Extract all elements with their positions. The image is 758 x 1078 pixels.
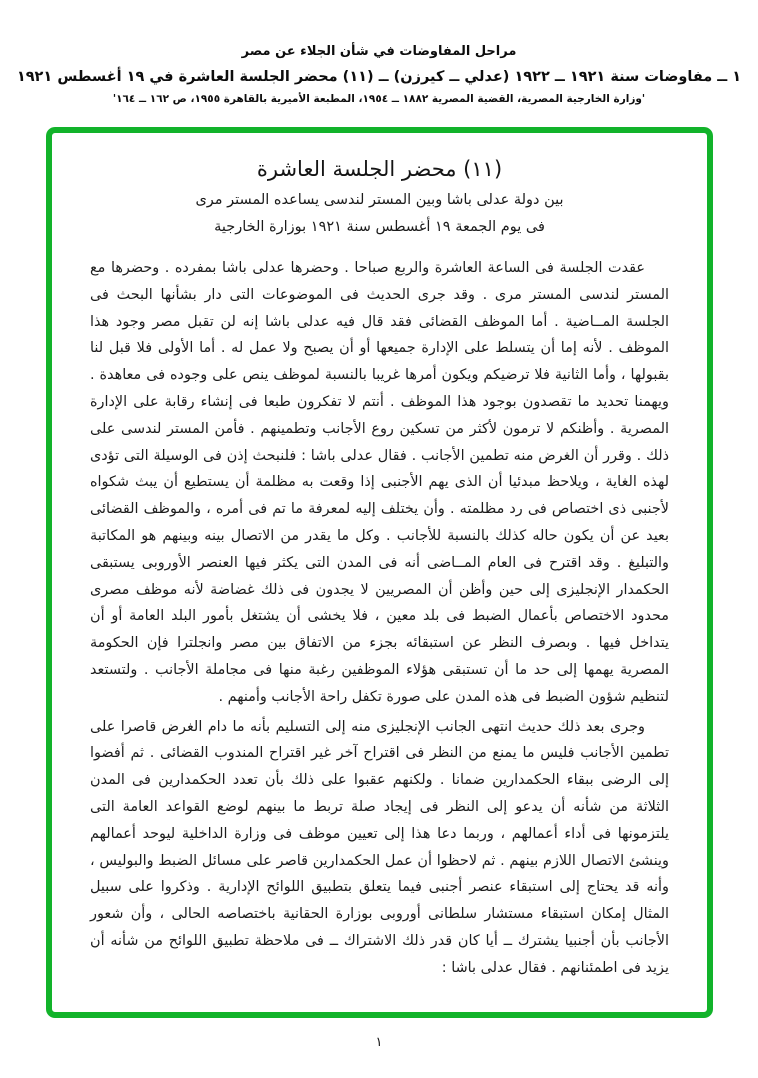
body-paragraph-1: عقدت الجلسة فى الساعة العاشرة والربع صباحا . وحضرها عدلى باشا بمفرده . وحضرها مع المستر لندسى المستر مرى . وقد جرى الحديث فى الموضوعات التى دار بشأنها البحث فى الجلسة المــاضية . أما الموظف القضائى فقد قال فيه عدلى باشا إنه لن تقبل مصر وجود هذا الموظف . لأنه إما أن يتسلط على الإدارة جميعها أو أن يصبح ولا عمل له . أما الأولى فلا قبل لنا بقبولها ، وأما الثانية فلا ترضيكم ويكون أمرها غريبا بالنسبة لموظف ينص على وجوده فى معاهدة . ويهمنا تحديد ما تقصدون بوجود هذا الموظف . أنتم لا تفكرون طبعا فى إنشاء رقابة على الإدارة المصرية . وأظنكم لا ترمون لأكثر من تسكين روع الأجانب وتطمينهم . فأمن المستر لندسى على ذلك . وقرر أن الغرض منه تطمين الأجانب . فقال عدلى باشا : فلنبحث إذن فى الوسيلة التى تؤدى لهذه الغاية ، ويلاحظ مبدئيا أن الذى يهم الأجنبى إذا وقعت به مظلمة أن يستطيع أن يبث شكواه لأجنبى ذى اختصاص فى رد مظلمته . وأن يختلف إليه لمعرفة ما تم فى أمره ، والموظف القضائى بعيد عن أن يكون حاله كذلك بالنسبة للأجانب . وكل ما يقدر من الاتصال بينه وبينهم هو المكاتبة والتبليغ . وقد اقترح فى العام المــاضى أنه فى المدن التى يكثر فيها العنصر الأوروبى يستبقى الحكمدار الإنجليزى إلى حين وأظن أن المصريين لا يجدون فى ذلك غضاضة لأنه موظف مصرى محدود الاختصاص بأعمال الضبط فى بلد معين ، فلا يخشى أن يشتغل بأمور البلد العامة أو أن يتداخل فيها . وبصرف النظر عن استبقائه بجزء من الاتفاق بين مصر وانجلترا فإن الحكومة المصرية يهمها إلى حد ما أن تستبقى هؤلاء الموظفين رغبة منها فى مجاملة الأجانب . ولتستعد لتنظيم شؤون الضبط فى هذه المدن على صورة تكفل راحة الأجانب وأمنهم . bbox=[90, 260, 669, 705]
session-parties-line: بين دولة عدلى باشا وبين المستر لندسى يساعده المستر مرى bbox=[195, 192, 564, 208]
body-paragraph-2: وجرى بعد ذلك حديث انتهى الجانب الإنجليزى منه إلى التسليم بأنه ما دام الغرض قاصرا على تطمين الأجانب فليس ما يمنع من النظر فى اقتراح آخر غير اقتراح المندوب القضائى . ثم أفضوا إلى الرضى ببقاء الحكمدارين ضمانا . ولكنهم عقبوا على ذلك بأن تعدد الحكمدارين فى المدن الثلاثة من شأنه أن يدعو إلى النظر فى إيجاد صلة تربط ما بينهم لوضع القواعد العامة التى يلتزمونها فى أداء أعمالهم ، وربما دعا هذا إلى تعيين موظف فى وزارة الداخلية ليوحد أعمالهم وينشئ الاتصال اللازم بينهم . ثم لاحظوا أن عمل الحكمدارين قاصر على مسائل الضبط والبوليس ، وأنه قد يحتاج إلى استبقاء عنصر أجنبى فيما يتعلق بتطبيق اللوائح الإدارية . وذكروا على سبيل المثال إمكان استبقاء مستشار سلطانى أوروبى بوزارة الحقانية باختصاصه الحالى ، وأن شعور الأجانب بأن أجنبيا يشترك ــ أيا كان قدر ذلك الاشتراك ــ فى ملاحظة تطبيق اللوائح من شأنه أن يزيد فى اطمئنانهم . فقال عدلى باشا : bbox=[90, 718, 669, 976]
session-date-line: فى يوم الجمعة ١٩ أغسطس سنة ١٩٢١ بوزارة الخارجية bbox=[214, 219, 545, 235]
scanned-page-frame bbox=[46, 127, 713, 1018]
page-number: ١ bbox=[375, 1035, 383, 1050]
page-header bbox=[0, 0, 758, 105]
series-title: مراحل المفاوضات في شأن الجلاء عن مصر bbox=[241, 44, 517, 59]
session-minutes-body bbox=[90, 255, 669, 982]
document-reference-line: ١ ــ مفاوضات سنة ١٩٢١ ــ ١٩٢٢ (عدلي ــ كيرزن) ــ (١١) محضر الجلسة العاشرة في ١٩ أغسطس ١٩٢١ bbox=[16, 69, 742, 85]
source-citation: 'وزارة الخارجية المصرية، القضية المصرية ١٨٨٢ ــ ١٩٥٤، المطبعة الأميرية بالقاهرة ١٩٥٥، ص ١٦٢ ــ ١٦٤' bbox=[112, 93, 646, 105]
session-title: (١١) محضر الجلسة العاشرة bbox=[256, 157, 503, 181]
scanned-page-content bbox=[52, 133, 707, 982]
